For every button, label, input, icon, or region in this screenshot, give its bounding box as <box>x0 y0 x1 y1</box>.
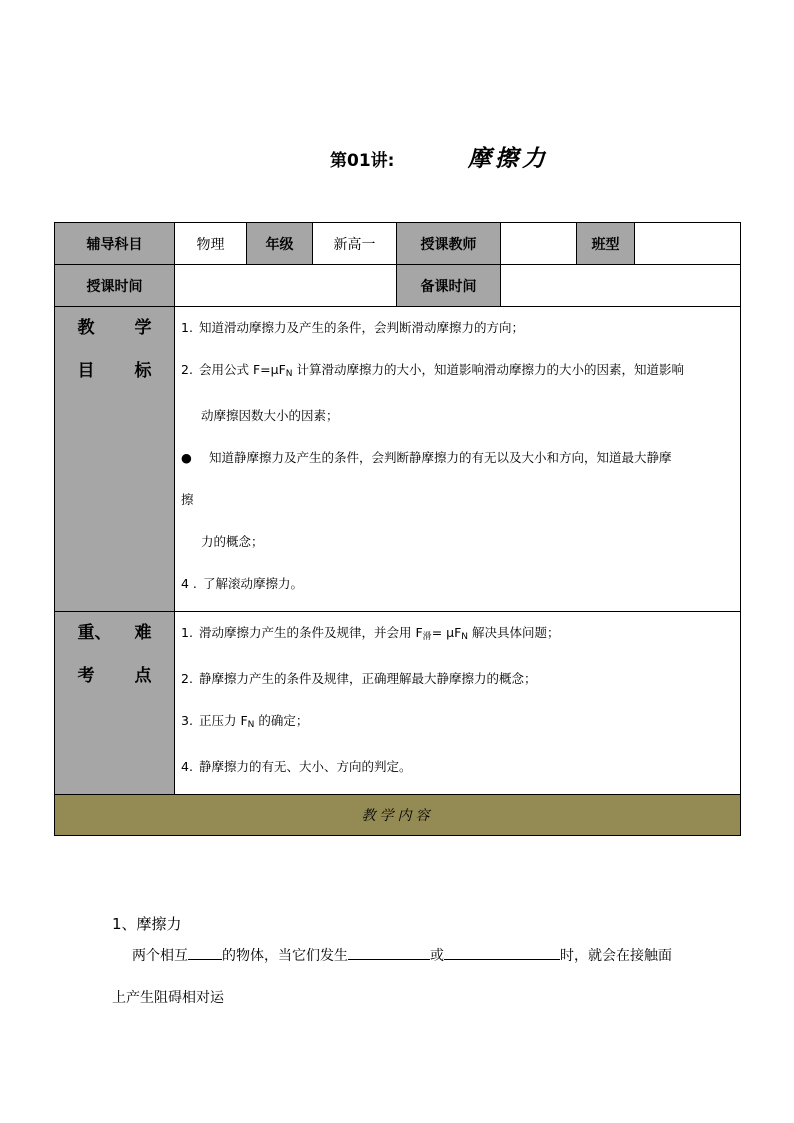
fill-blank-3[interactable] <box>444 945 560 960</box>
goal-4: 4 . 了解滚动摩擦力。 <box>181 576 304 591</box>
subject-label: 辅导科目 <box>55 223 175 265</box>
lecture-title <box>0 140 794 174</box>
subject-value: 物理 <box>175 223 247 265</box>
fill-blank-1[interactable] <box>188 945 222 960</box>
goal-2: 2. 会用公式 $F=\mu F_N$ 计算滑动摩擦力的大小，知道影响滑动摩擦力的大小的因素，知道影响 <box>181 362 684 379</box>
goal-3: ● 知道静摩擦力及产生的条件，会判断静摩擦力的有无以及大小和方向，知道最大静摩 <box>181 450 672 465</box>
paragraph-1: 两个相互 的物体，当它们发生 或 时，就会在接触面 <box>112 945 712 966</box>
lecture-number: 第01讲: <box>330 151 395 171</box>
lecture-topic: 摩擦力 <box>468 146 549 172</box>
focus-label: 重、 难 考 点 <box>55 612 175 795</box>
goals-label: 教 学 目 标 <box>55 307 175 612</box>
teacher-label: 授课教师 <box>397 223 501 265</box>
grade-value: 新高一 <box>313 223 397 265</box>
focus-content <box>175 612 741 795</box>
paragraph-2: 上产生阻碍相对运 <box>112 990 224 1006</box>
focus-4: 4. 静摩擦力的有无、大小、方向的判定。 <box>181 759 412 774</box>
focus-2: 2. 静摩擦力产生的条件及规律，正确理解最大静摩擦力的概念； <box>181 671 537 686</box>
goal-3-continued: 擦 <box>181 492 194 507</box>
prep-time-value[interactable] <box>501 265 741 307</box>
goals-content <box>175 307 741 612</box>
lesson-info-table <box>54 222 741 836</box>
lesson-time-label: 授课时间 <box>55 265 175 307</box>
teaching-content-banner: 教学内容 <box>55 795 741 836</box>
fill-blank-2[interactable] <box>348 945 430 960</box>
goal-3-continued-2: 力的概念； <box>201 534 264 549</box>
section-heading: 1、摩擦力 <box>112 915 182 933</box>
prep-time-label: 备课时间 <box>397 265 501 307</box>
lesson-time-value[interactable] <box>175 265 397 307</box>
focus-3: 3. 正压力 $F_N$ 的确定； <box>181 713 309 730</box>
teacher-value[interactable] <box>501 223 577 265</box>
goal-2-continued: 动摩擦因数大小的因素； <box>201 408 339 423</box>
class-type-value[interactable] <box>635 223 741 265</box>
class-type-label: 班型 <box>577 223 635 265</box>
grade-label: 年级 <box>247 223 313 265</box>
focus-1: 1. 滑动摩擦力产生的条件及规律，并会用 $F_滑= \mu F_N$ 解决具体问题； <box>181 625 560 642</box>
goal-1: 1. 知道滑动摩擦力及产生的条件，会判断滑动摩擦力的方向； <box>181 320 525 335</box>
